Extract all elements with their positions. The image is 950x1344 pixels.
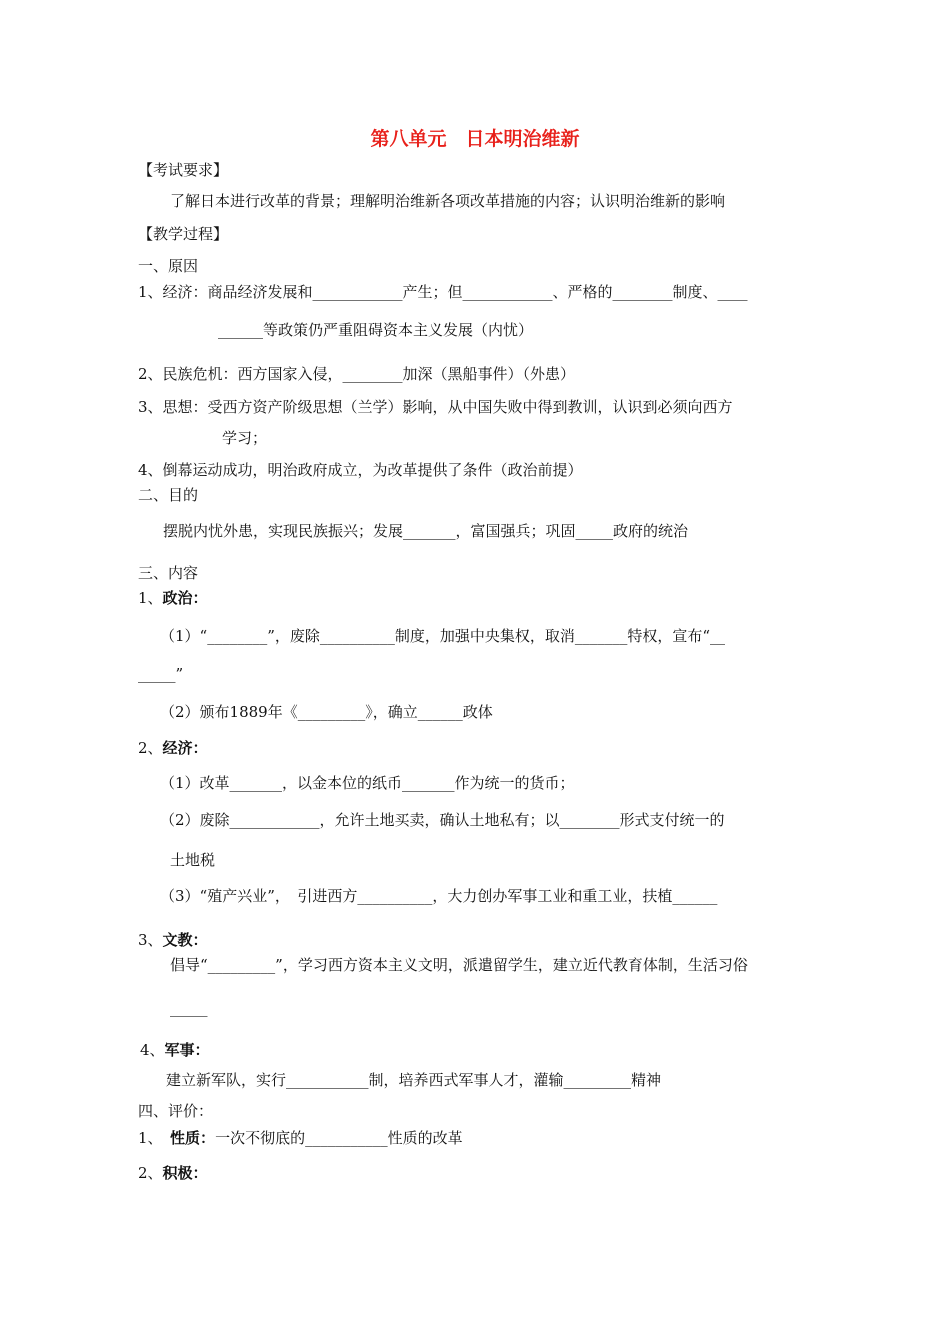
cause-national-crisis: 2、民族危机：西方国家入侵，________加深（黑船事件）（外患） bbox=[138, 365, 576, 383]
politics-item-2: （2）颁布1889年《_________》，确立______政体 bbox=[160, 703, 493, 721]
politics-item-1-line-1: （1）“________”，废除__________制度，加强中央集权，取消_______特权，宣布“__ bbox=[160, 627, 726, 645]
exam-requirements-heading: 【考试要求】 bbox=[138, 161, 229, 179]
content-education-heading: 3、文教： bbox=[138, 931, 208, 949]
content-economy-heading: 2、经济： bbox=[138, 739, 208, 757]
cause-thought-line-1: 3、思想：受西方资产阶级思想（兰学）影响，从中国失败中得到教训，认识到必须向西方 bbox=[138, 398, 733, 416]
exam-requirements-text: 了解日本进行改革的背景；理解明治维新各项改革措施的内容；认识明治维新的影响 bbox=[170, 192, 726, 210]
cause-economy-line-1: 1、经济：商品经济发展和____________产生；但____________、严格的________制度、____ bbox=[138, 283, 748, 301]
section-causes-heading: 一、原因 bbox=[138, 257, 199, 275]
cause-shogunate-overthrow: 4、倒幕运动成功，明治政府成立，为改革提供了条件（政治前提） bbox=[138, 461, 583, 479]
teaching-process-heading: 【教学过程】 bbox=[138, 225, 229, 243]
education-line-2: _____ bbox=[170, 999, 208, 1017]
economy-item-3: （3）“殖产兴业”， 引进西方__________，大力创办军事工业和重工业，扶植______ bbox=[160, 887, 718, 905]
politics-item-1-line-2: _____” bbox=[138, 665, 184, 683]
content-military-heading: 4、军事： bbox=[140, 1041, 210, 1059]
economy-item-1: （1）改革_______，以金本位的纸币_______作为统一的货币； bbox=[160, 774, 575, 792]
education-line-1: 倡导“_________”，学习西方资本主义文明，派遣留学生，建立近代教育体制，生活习俗 bbox=[170, 956, 748, 974]
military-text: 建立新军队，实行___________制，培养西式军事人才，灌输_________精神 bbox=[166, 1071, 662, 1089]
evaluation-positive: 2、积极： bbox=[138, 1164, 208, 1182]
section-evaluation-heading: 四、评价： bbox=[138, 1102, 214, 1120]
content-politics-heading: 1、政治： bbox=[138, 589, 208, 607]
evaluation-nature: 1、 性质：一次不彻底的___________性质的改革 bbox=[138, 1129, 463, 1147]
section-content-heading: 三、内容 bbox=[138, 564, 199, 582]
cause-thought-line-2: 学习； bbox=[222, 429, 268, 447]
cause-economy-line-2: ______等政策仍严重阻碍资本主义发展（内忧） bbox=[218, 321, 534, 339]
page-title: 第八单元 日本明治维新 bbox=[370, 128, 580, 150]
section-purpose-heading: 二、目的 bbox=[138, 486, 199, 504]
purpose-text: 摆脱内忧外患，实现民族振兴；发展_______，富国强兵；巩固_____政府的统治 bbox=[163, 522, 689, 540]
economy-item-2-line-2: 土地税 bbox=[170, 851, 216, 869]
economy-item-2-line-1: （2）废除____________，允许土地买卖，确认土地私有；以________形式支付统一的 bbox=[160, 811, 725, 829]
